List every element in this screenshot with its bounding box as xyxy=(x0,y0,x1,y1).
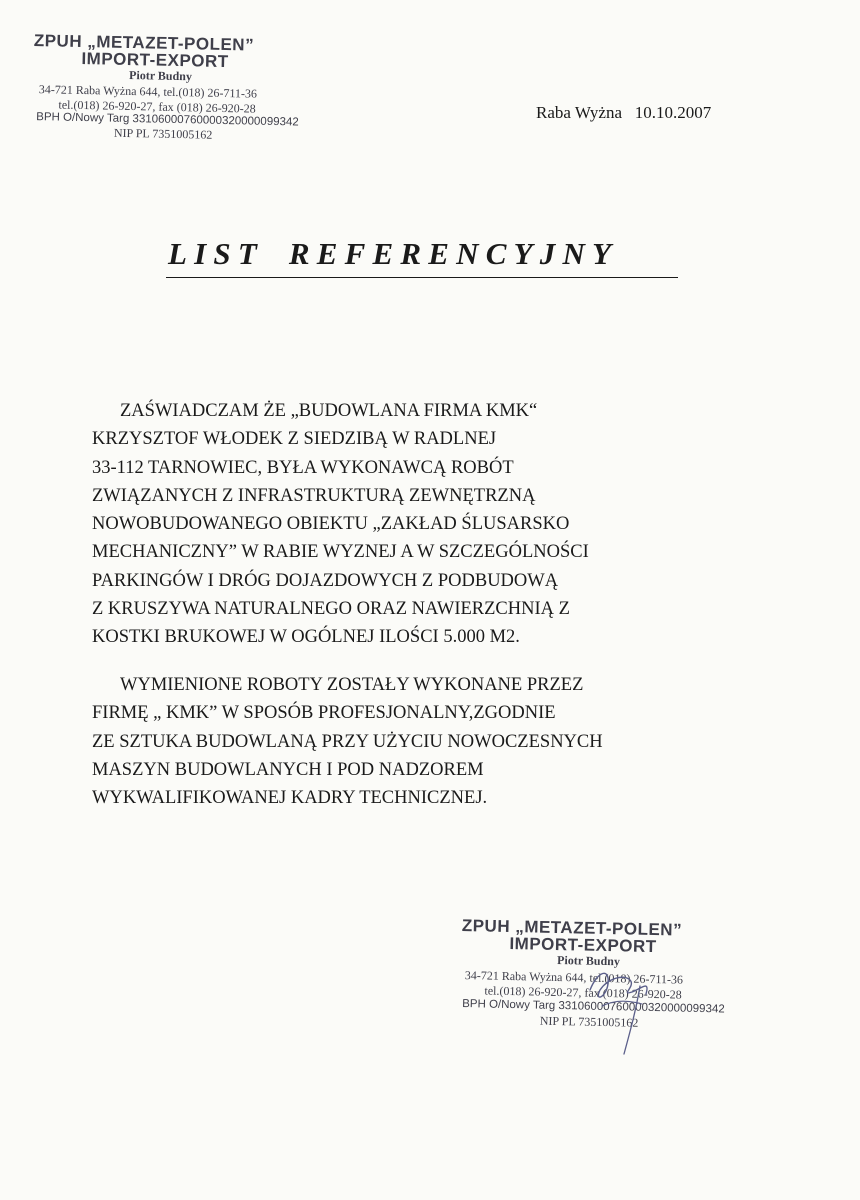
stamp-tax-id: NIP PL 7351005162 xyxy=(539,1013,639,1030)
paragraph-line: FIRMĘ „ KMK” W SPOSÓB PROFESJONALNY,ZGODNIE xyxy=(92,703,556,724)
title-underline xyxy=(166,277,678,278)
stamp-phone-fax: tel.(018) 26-920-27, fax (018) 26-920-28 xyxy=(58,97,256,116)
stamp-owner-name: Piotr Budny xyxy=(128,68,193,84)
certification-paragraph xyxy=(92,397,792,652)
paragraph-line: KRZYSZTOF WŁODEK Z SIEDZIBĄ W RADLNEJ xyxy=(92,429,497,450)
paragraph-line: WYKWALIFIKOWANEJ KADRY TECHNICZNEJ. xyxy=(92,788,488,809)
stamp-address-phone: 34-721 Raba Wyżna 644, tel.(018) 26-711-36 xyxy=(38,82,258,101)
paragraph-line: ZWIĄZANYCH Z INFRASTRUKTURĄ ZEWNĘTRZNĄ xyxy=(92,485,536,506)
stamp-bank-account: BPH O/Nowy Targ 33106000760000320000099342 xyxy=(462,998,725,1016)
place-and-date: Raba Wyżna 10.10.2007 xyxy=(536,103,712,122)
stamp-address-phone: 34-721 Raba Wyżna 644, tel.(018) 26-711-36 xyxy=(464,968,684,987)
stamp-phone-fax: tel.(018) 26-920-27, fax (018) 26-920-28 xyxy=(484,983,682,1002)
paragraph-line: ZE SZTUKA BUDOWLANĄ PRZY UŻYCIU NOWOCZESNYCH xyxy=(92,731,603,752)
paragraph-line: KOSTKI BRUKOWEJ W OGÓLNEJ ILOŚCI 5.000 M2. xyxy=(92,627,520,648)
handwritten-signature xyxy=(580,950,670,1060)
document-title: LIST REFERENCYJNY xyxy=(168,236,619,271)
paragraph-line: PARKINGÓW I DRÓG DOJAZDOWYCH Z PODBUDOWĄ xyxy=(92,570,559,591)
paragraph-line: ZAŚWIADCZAM ŻE „BUDOWLANA FIRMA KMK“ xyxy=(120,401,538,421)
stamp-company-name: ZPUH „METAZET-POLEN” xyxy=(33,31,255,55)
stamp-bank-account: BPH O/Nowy Targ 33106000760000320000099342 xyxy=(36,111,299,129)
paragraph-line: WYMIENIONE ROBOTY ZOSTAŁY WYKONANE PRZEZ xyxy=(120,675,584,695)
quality-paragraph xyxy=(92,671,792,812)
paragraph-line: NOWOBUDOWANEGO OBIEKTU „ZAKŁAD ŚLUSARSKO xyxy=(92,514,570,535)
stamp-company-type: IMPORT-EXPORT xyxy=(509,934,657,957)
paragraph-line: MASZYN BUDOWLANYCH I POD NADZOREM xyxy=(92,759,484,780)
stamp-tax-id: NIP PL 7351005162 xyxy=(113,125,213,142)
stamp-company-name: ZPUH „METAZET-POLEN” xyxy=(461,916,683,940)
stamp-owner-name: Piotr Budny xyxy=(556,953,621,969)
paragraph-line: Z KRUSZYWA NATURALNEGO ORAZ NAWIERZCHNIĄ Z xyxy=(92,599,570,620)
paragraph-line: MECHANICZNY” W RABIE WYZNEJ A W SZCZEGÓLNOŚCI xyxy=(92,542,589,563)
paragraph-line: 33-112 TARNOWIEC, BYŁA WYKONAWCĄ ROBÓT xyxy=(92,457,514,478)
stamp-company-type: IMPORT-EXPORT xyxy=(81,49,229,72)
